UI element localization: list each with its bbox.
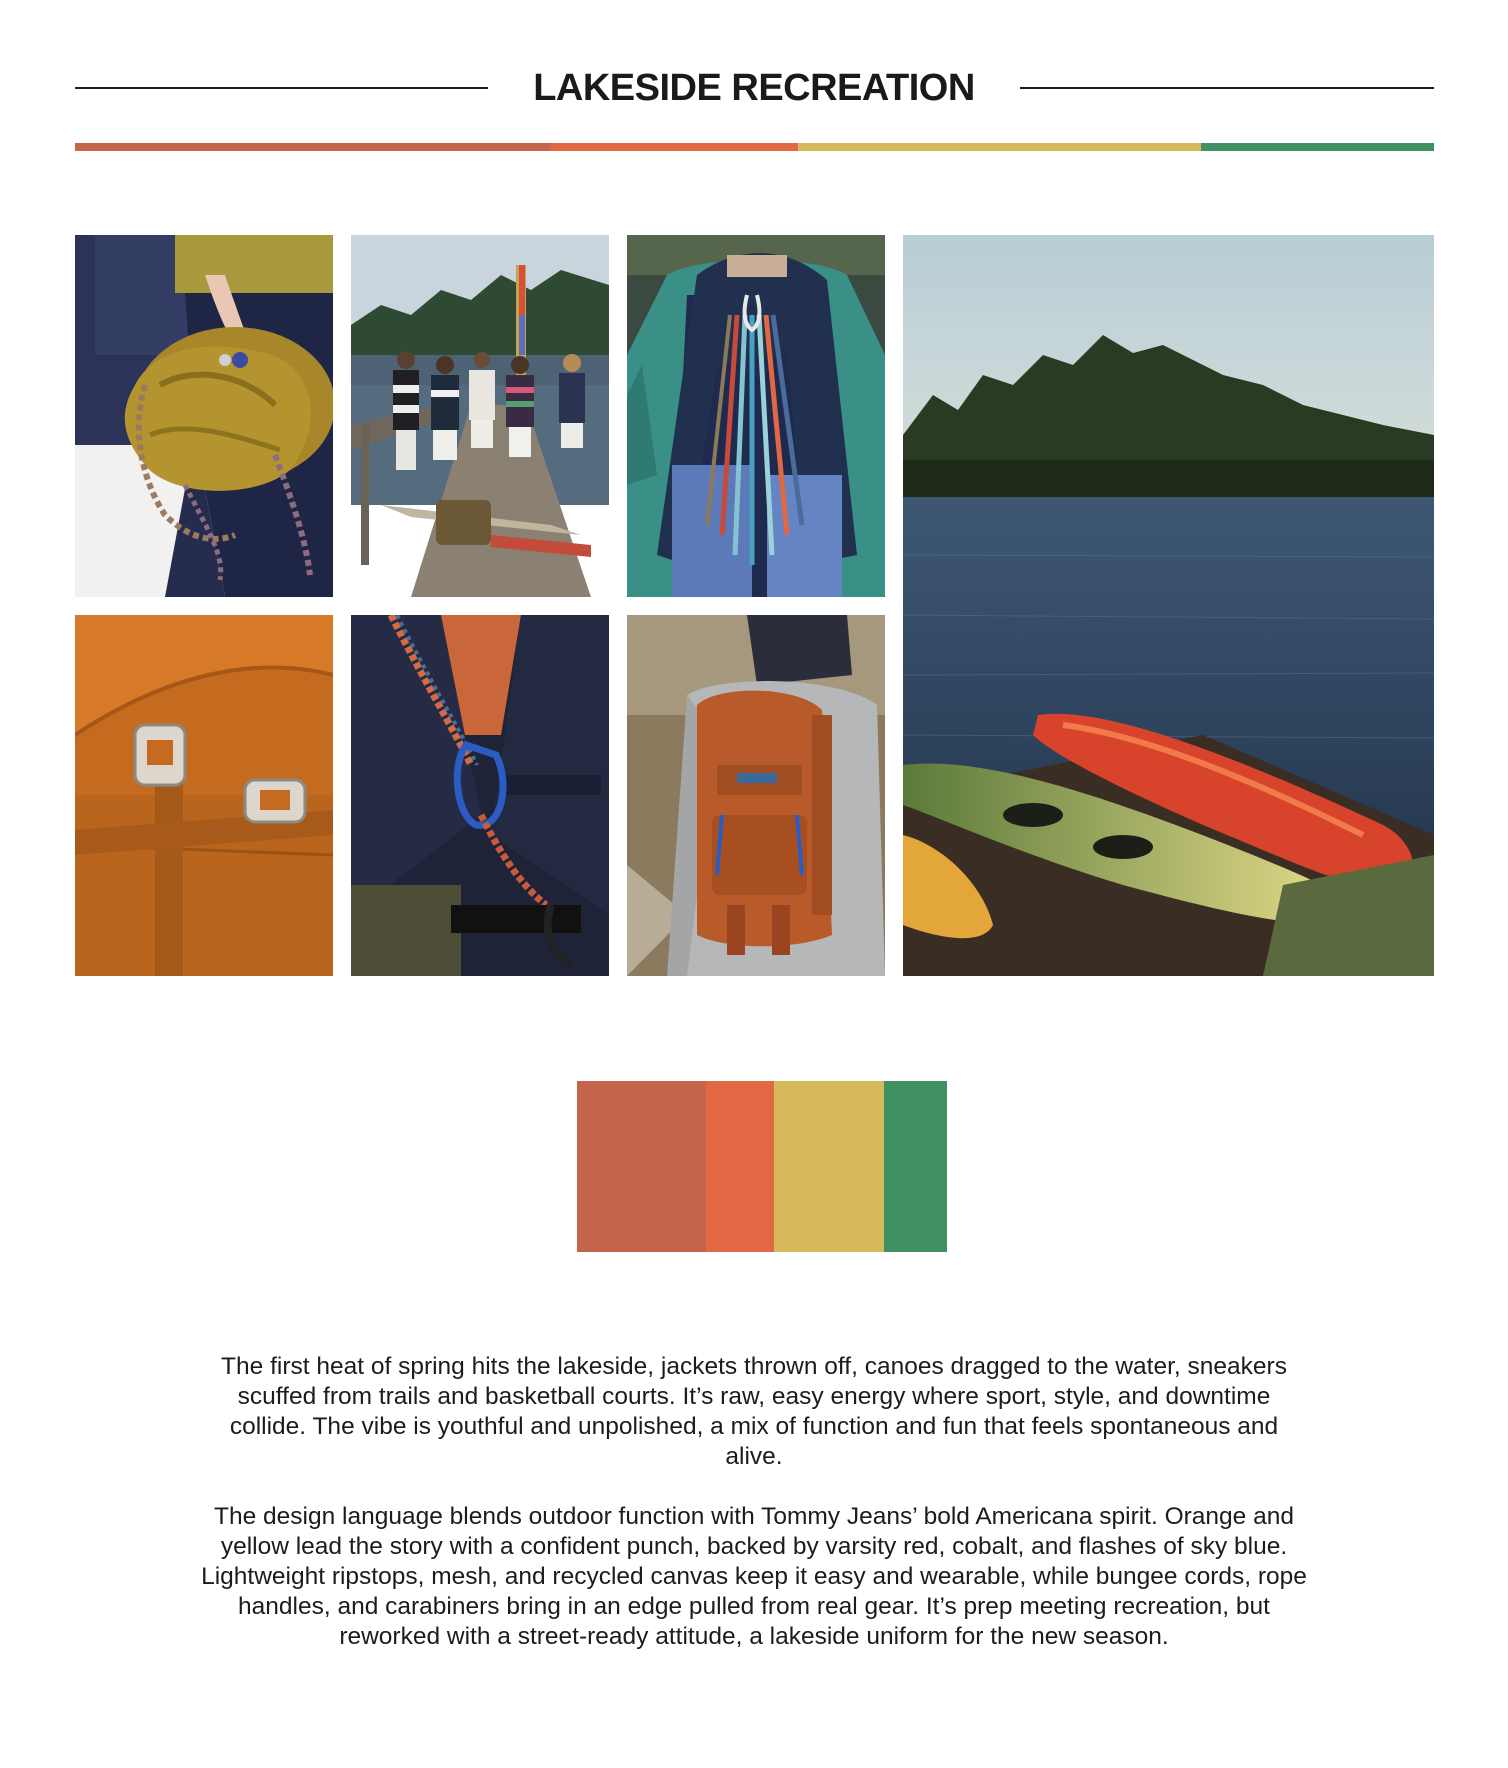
photo-mustard-bag-art: [75, 235, 333, 597]
color-stripe-green: [1201, 143, 1434, 151]
palette-swatch-brick: [577, 1081, 706, 1252]
photo-dock-group-art: [351, 235, 609, 597]
photo-rope-vest-art: [627, 235, 885, 597]
photo-rope-vest: [627, 235, 885, 597]
photo-mustard-bag: [75, 235, 333, 597]
palette-swatch-mustard: [774, 1081, 884, 1252]
design-language-paragraph: The design language blends outdoor function with Tommy Jeans’ bold Americana spirit. Orange and yellow lead the story with a confident punch, backed by varsity red, cobalt, and flashes of sky blue. Lightweight ripstops, mesh, and recycled canvas keep it easy and wearable, while bungee cords, rope handles, and carabiners bring in an edge pulled from real gear. It’s prep meeting recreation, but reworked with a street-ready attitude, a lakeside uniform for the new season.: [201, 1503, 1307, 1650]
color-stripe-brick: [75, 143, 550, 151]
intro-paragraph: The first heat of spring hits the lakeside, jackets thrown off, canoes dragged to the water, sneakers scuffed from trails and basketball courts. It’s raw, easy energy where sport, style, and downtime collide. The vibe is youthful and unpolished, a mix of function and fun that feels spontaneous and alive.: [221, 1353, 1287, 1470]
photo-lake-kayaks: [903, 235, 1434, 976]
color-stripe: [75, 143, 1434, 151]
photo-orange-backpack-art: [627, 615, 885, 976]
palette-swatch-orange: [706, 1081, 774, 1252]
photo-navy-carabiner: [351, 615, 609, 976]
photo-orange-buckles: [75, 615, 333, 976]
palette-swatch-green: [884, 1081, 947, 1252]
color-stripe-orange: [550, 143, 798, 151]
page-title: LAKESIDE RECREATION: [533, 67, 975, 109]
header-rule-right: [1020, 87, 1434, 89]
color-palette: [577, 1081, 947, 1252]
photo-lake-kayaks-art: [903, 235, 1434, 976]
page-header: [75, 60, 1434, 116]
color-stripe-mustard: [798, 143, 1201, 151]
photo-dock-group: [351, 235, 609, 597]
photo-orange-backpack: [627, 615, 885, 976]
photo-orange-buckles-art: [75, 615, 333, 976]
header-rule-left: [75, 87, 488, 89]
photo-navy-carabiner-art: [351, 615, 609, 976]
